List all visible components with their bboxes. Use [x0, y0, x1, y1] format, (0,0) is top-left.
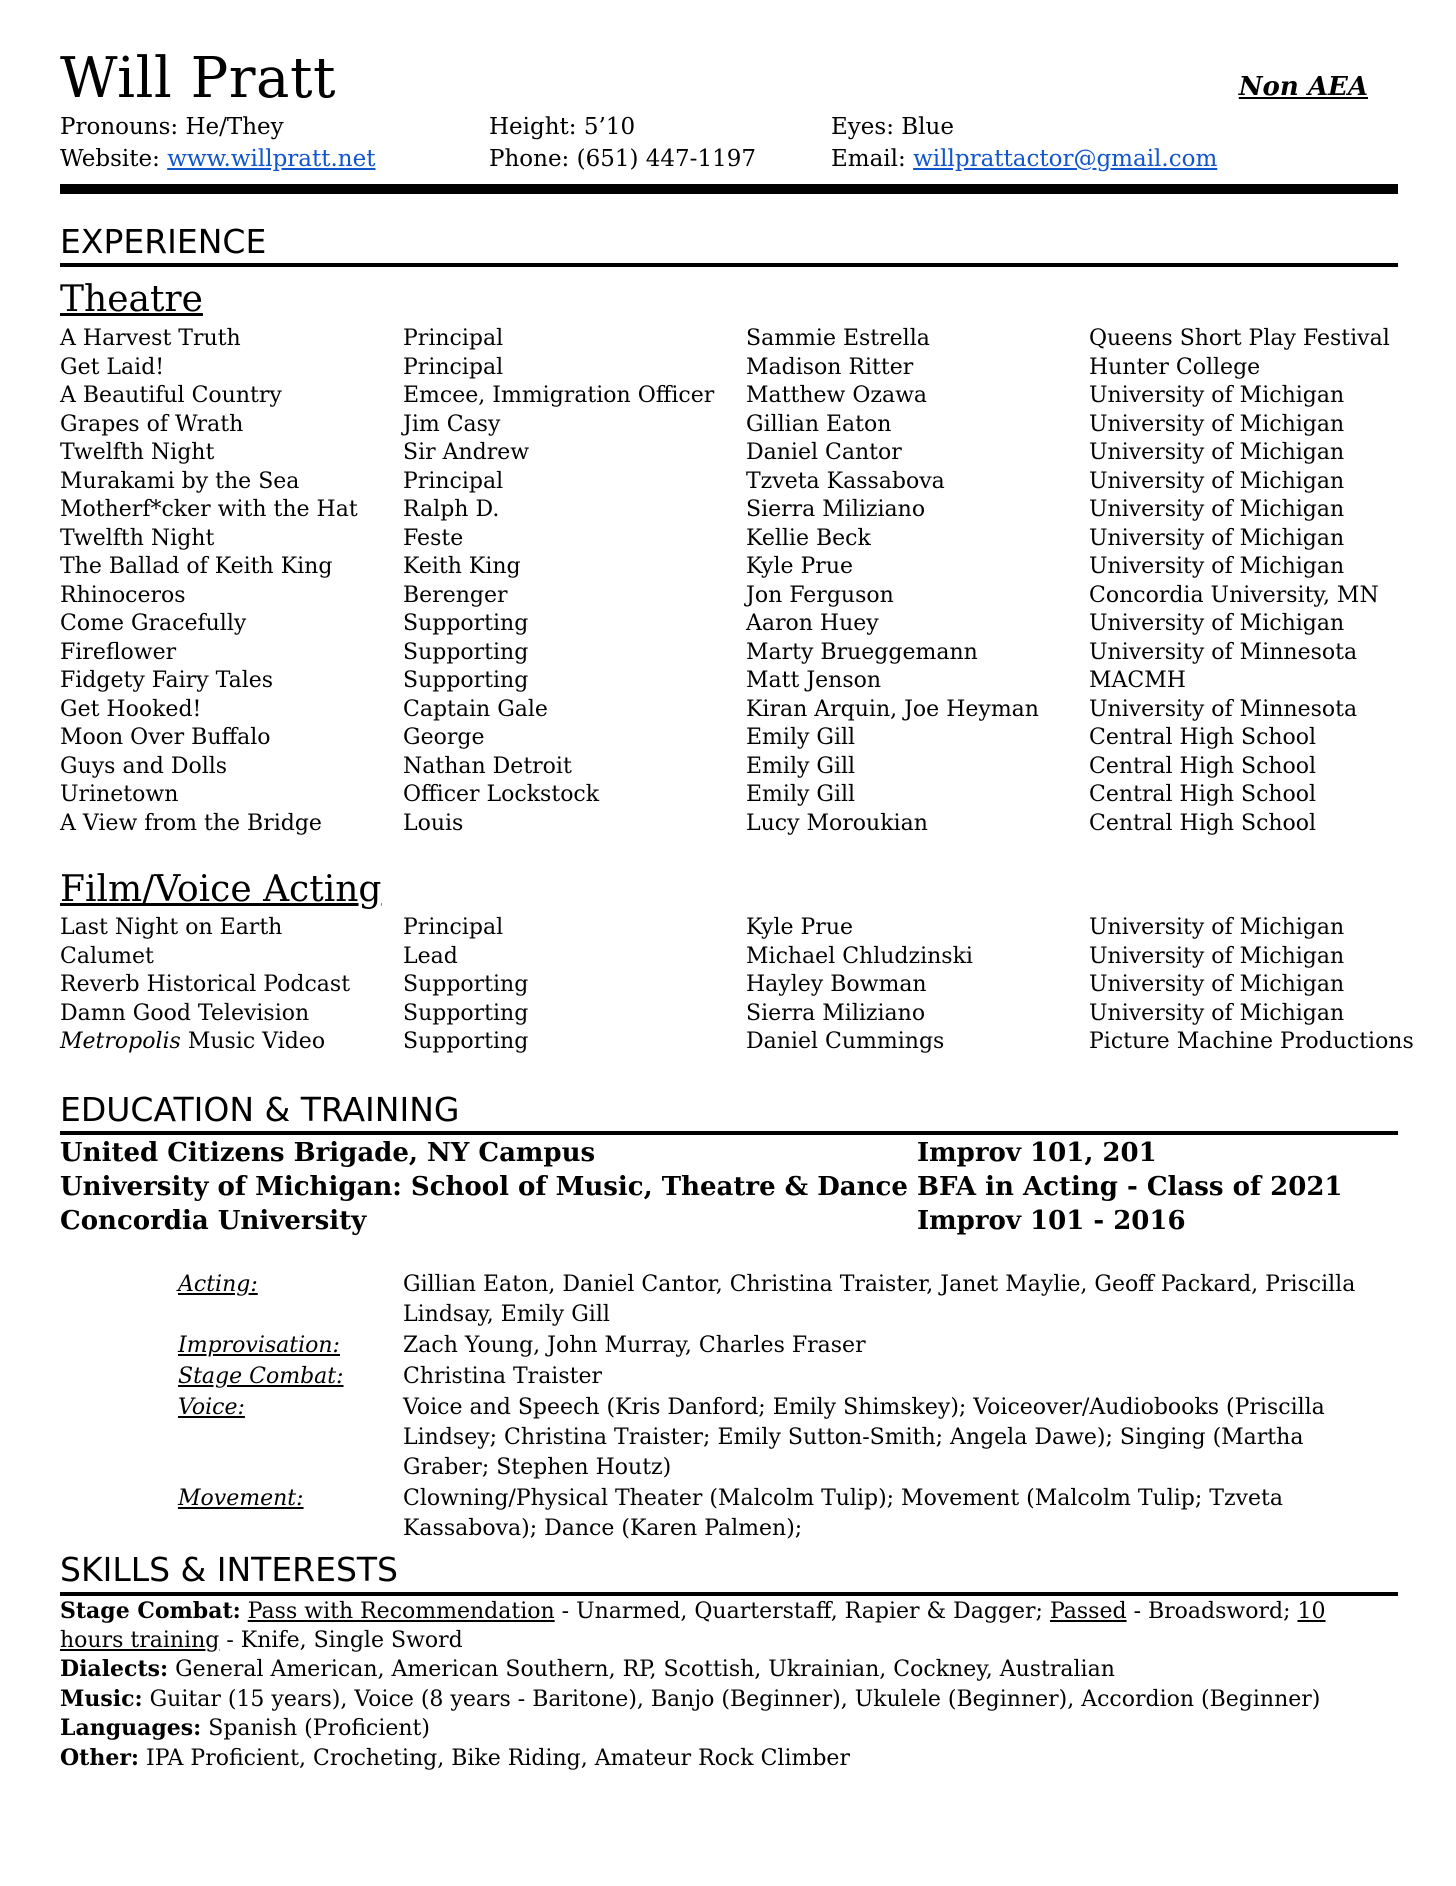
- education-heading: EDUCATION & TRAINING: [60, 1090, 460, 1129]
- credit-title: Twelfth Night: [60, 440, 215, 465]
- credit-role: Officer Lockstock: [403, 782, 600, 807]
- credit-title: Fireflower: [60, 639, 177, 665]
- credit-role: Supporting: [403, 639, 529, 665]
- credit-venue: University of Michigan: [1089, 915, 1345, 940]
- credit-director: Jon Ferguson: [746, 582, 894, 608]
- credit-venue: Central High School: [1089, 753, 1317, 779]
- union-status: Non AEA: [1238, 72, 1368, 102]
- credit-role: Emcee, Immigration Officer: [403, 383, 715, 408]
- credit-venue: University of Michigan: [1089, 468, 1345, 494]
- skills-list: [60, 1597, 1390, 1773]
- credit-title: Twelfth Night: [60, 525, 215, 551]
- credit-title: Rhinoceros: [60, 582, 186, 608]
- credit-title: Urinetown: [60, 782, 179, 807]
- training-value: Gillian Eaton, Daniel Cantor, Christina Traister, Janet Maylie, Geoff Packard, Priscilla Lindsay, Emily Gill: [403, 1272, 1356, 1327]
- credit-role: Supporting: [403, 972, 529, 997]
- credit-row: [60, 469, 1400, 498]
- school-name: Concordia University: [60, 1206, 367, 1236]
- header-divider: [60, 184, 1398, 194]
- training-label: Movement:: [178, 1486, 304, 1511]
- training-row: [178, 1362, 1378, 1392]
- credit-role: Principal: [403, 326, 504, 351]
- credit-row: [60, 326, 1400, 355]
- credit-director: Kyle Prue: [746, 915, 854, 940]
- credit-director: Marty Brueggemann: [746, 639, 978, 665]
- credit-venue: Central High School: [1089, 810, 1317, 836]
- credit-title-text: Reverb Historical Podcast: [60, 972, 351, 997]
- credit-venue: University of Michigan: [1089, 943, 1345, 969]
- credit-director: Emily Gill: [746, 782, 856, 807]
- credit-row: [60, 440, 1400, 469]
- pronouns: Pronouns: He/They: [60, 114, 284, 140]
- credit-row: [60, 972, 1400, 1001]
- training-label: Voice:: [178, 1395, 245, 1420]
- credit-role: Captain Gale: [403, 696, 548, 722]
- credit-role: George: [403, 725, 485, 750]
- credit-title: [60, 915, 282, 940]
- program-name: Improv 101 - 2016: [917, 1206, 1186, 1236]
- credit-role: Nathan Detroit: [403, 753, 572, 779]
- credit-director: Sierra Miliziano: [746, 1000, 926, 1026]
- phone: Phone: (651) 447-1197: [489, 146, 756, 172]
- credit-title: [60, 1001, 309, 1026]
- website-link[interactable]: www.willpratt.net: [167, 146, 376, 172]
- credit-title-text: Music Video: [180, 1029, 326, 1054]
- credit-role: Supporting: [403, 668, 529, 693]
- skills-divider: [60, 1592, 1398, 1596]
- credit-title-text: Last Night on Earth: [60, 915, 283, 940]
- credit-venue: Central High School: [1089, 782, 1317, 807]
- training-label: Stage Combat:: [178, 1364, 344, 1389]
- training-label: Acting:: [178, 1272, 258, 1297]
- credit-director: Madison Ritter: [746, 354, 914, 380]
- actor-name: Will Pratt: [60, 46, 336, 111]
- credit-title: Guys and Dolls: [60, 753, 228, 779]
- credit-row: [60, 583, 1400, 612]
- credit-title: [60, 1029, 325, 1054]
- credit-title: [60, 972, 350, 997]
- credit-venue: University of Michigan: [1089, 383, 1345, 408]
- credit-title: Motherf*cker with the Hat: [60, 497, 358, 522]
- theatre-heading: Theatre: [60, 279, 203, 320]
- skill-languages: Languages: Spanish (Proficient): [60, 1715, 430, 1741]
- credit-role: Sir Andrew: [403, 440, 530, 465]
- credit-title-text: Calumet: [60, 943, 154, 969]
- credit-role: Principal: [403, 354, 504, 380]
- training-value: Christina Traister: [403, 1364, 603, 1389]
- credit-row: [60, 383, 1400, 412]
- credit-venue: Picture Machine Productions: [1089, 1029, 1414, 1054]
- credit-title: Come Gracefully: [60, 611, 247, 636]
- credit-title: Get Hooked!: [60, 696, 202, 722]
- email: Email: willprattactor@gmail.com: [831, 146, 1218, 172]
- credit-venue: Hunter College: [1089, 354, 1261, 380]
- credit-row: [60, 554, 1400, 583]
- credit-role: Jim Casy: [403, 411, 501, 437]
- credit-venue: University of Minnesota: [1089, 696, 1358, 722]
- program-name: Improv 101, 201: [917, 1138, 1157, 1168]
- training-row: [178, 1393, 1378, 1483]
- height: Height: 5’10: [489, 114, 636, 140]
- credit-director: Sierra Miliziano: [746, 497, 926, 522]
- education-row: [60, 1172, 1400, 1206]
- credit-director: Daniel Cummings: [746, 1029, 945, 1054]
- education-row: [60, 1206, 1400, 1240]
- credit-director: Kiran Arquin, Joe Heyman: [746, 696, 1039, 722]
- film-credits: [60, 915, 1414, 1058]
- theatre-credits: [60, 326, 1400, 839]
- credit-row: [60, 915, 1400, 944]
- credit-venue: University of Minnesota: [1089, 639, 1358, 665]
- credit-row: [60, 944, 1400, 973]
- credit-title: Murakami by the Sea: [60, 468, 300, 494]
- credit-row: [60, 754, 1400, 783]
- film-heading: Film/Voice Acting: [60, 869, 382, 910]
- skill-other: Other: IPA Proficient, Crocheting, Bike Riding, Amateur Rock Climber: [60, 1744, 850, 1771]
- credit-title-text: Damn Good Television: [60, 1000, 310, 1026]
- credit-title: Get Laid!: [60, 354, 165, 380]
- credit-director: Hayley Bowman: [746, 972, 927, 997]
- skill-music: Music: Guitar (15 years), Voice (8 years - Baritone), Banjo (Beginner), Ukulele (Beginner), Accordion (Beginner): [60, 1685, 1321, 1712]
- credit-title: A Beautiful Country: [60, 383, 282, 408]
- education-list: [60, 1138, 1400, 1240]
- credit-venue: University of Michigan: [1089, 611, 1345, 636]
- credit-role: Supporting: [403, 1029, 529, 1054]
- program-name: BFA in Acting - Class of 2021: [917, 1172, 1343, 1202]
- school-name: United Citizens Brigade, NY Campus: [60, 1138, 596, 1168]
- credit-director: Aaron Huey: [746, 611, 879, 636]
- credit-director: Kyle Prue: [746, 554, 854, 579]
- credit-venue: MACMH: [1089, 668, 1186, 693]
- credit-venue: University of Michigan: [1089, 411, 1345, 437]
- credit-role: Principal: [403, 915, 504, 940]
- credit-row: [60, 526, 1400, 555]
- credit-venue: University of Michigan: [1089, 525, 1345, 551]
- credit-role: Supporting: [403, 1000, 529, 1026]
- training-row: [178, 1484, 1378, 1544]
- credit-row: [60, 782, 1400, 811]
- credit-director: Emily Gill: [746, 753, 856, 779]
- credit-role: Ralph D.: [403, 497, 500, 522]
- credit-row: [60, 497, 1400, 526]
- credit-title: Fidgety Fairy Tales: [60, 668, 274, 693]
- credit-role: Lead: [403, 943, 458, 969]
- credit-director: Gillian Eaton: [746, 411, 892, 437]
- credit-director: Kellie Beck: [746, 525, 871, 551]
- credit-title: A Harvest Truth: [60, 326, 241, 351]
- credit-title: A View from the Bridge: [60, 810, 322, 836]
- training-row: [178, 1270, 1378, 1330]
- experience-heading: EXPERIENCE: [60, 222, 267, 261]
- credit-role: Louis: [403, 810, 464, 836]
- credit-row: [60, 640, 1400, 669]
- credit-venue: University of Michigan: [1089, 1000, 1345, 1026]
- credit-role: Feste: [403, 525, 464, 551]
- skill-dialects: Dialects: General American, American Southern, RP, Scottish, Ukrainian, Cockney, Australian: [60, 1656, 1115, 1682]
- credit-director: Lucy Moroukian: [746, 810, 928, 836]
- credit-row: [60, 611, 1400, 640]
- credit-row: [60, 1001, 1400, 1030]
- credit-director: Tzveta Kassabova: [746, 468, 945, 494]
- credit-row: [60, 1029, 1414, 1058]
- education-row: [60, 1138, 1400, 1172]
- credit-title: The Ballad of Keith King: [60, 554, 333, 579]
- training-value: Voice and Speech (Kris Danford; Emily Shimskey); Voiceover/Audiobooks (Priscilla Lindsey; Christina Traister; Emily Sutton-Smith; Angela Dawe); Singing (Martha Graber; Stephen Houtz): [403, 1395, 1325, 1480]
- credit-director: Matthew Ozawa: [746, 383, 928, 408]
- education-divider: [60, 1131, 1398, 1135]
- credit-role: Supporting: [403, 611, 529, 636]
- email-link[interactable]: willprattactor@gmail.com: [913, 146, 1218, 172]
- training-value: Zach Young, John Murray, Charles Fraser: [403, 1333, 866, 1358]
- credit-row: [60, 725, 1400, 754]
- credit-title: Moon Over Buffalo: [60, 725, 271, 750]
- skills-heading: SKILLS & INTERESTS: [60, 1550, 399, 1589]
- training-label: Improvisation:: [178, 1333, 340, 1358]
- credit-venue: University of Michigan: [1089, 497, 1345, 522]
- eyes: Eyes: Blue: [831, 114, 954, 140]
- school-name: University of Michigan: School of Music, Theatre & Dance: [60, 1172, 908, 1202]
- contact-info: [60, 114, 1400, 178]
- experience-divider: [60, 263, 1398, 267]
- credit-venue: Queens Short Play Festival: [1089, 326, 1390, 351]
- website: Website: www.willpratt.net: [60, 146, 376, 172]
- credit-row: [60, 811, 1400, 840]
- credit-director: Matt Jenson: [746, 668, 882, 693]
- credit-venue: University of Michigan: [1089, 440, 1345, 465]
- credit-role: Berenger: [403, 582, 508, 608]
- credit-title: [60, 944, 154, 969]
- credit-venue: University of Michigan: [1089, 972, 1345, 997]
- training-list: [178, 1270, 1378, 1545]
- credit-venue: Concordia University, MN: [1089, 582, 1379, 608]
- credit-row: [60, 412, 1400, 441]
- credit-row: [60, 668, 1400, 697]
- credit-role: Keith King: [403, 554, 521, 579]
- credit-title: Grapes of Wrath: [60, 411, 244, 437]
- credit-role: Principal: [403, 468, 504, 494]
- credit-director: Michael Chludzinski: [746, 943, 973, 969]
- credit-venue: University of Michigan: [1089, 554, 1345, 579]
- credit-director: Sammie Estrella: [746, 326, 930, 351]
- credit-title-italic: Metropolis: [60, 1029, 181, 1054]
- credit-row: [60, 697, 1400, 726]
- credit-row: [60, 355, 1400, 384]
- credit-venue: Central High School: [1089, 725, 1317, 750]
- training-row: [178, 1331, 1378, 1361]
- credit-director: Emily Gill: [746, 725, 856, 750]
- credit-director: Daniel Cantor: [746, 440, 902, 465]
- skill-stage-combat: Stage Combat: Pass with Recommendation - Unarmed, Quarterstaff, Rapier & Dagger; Passed - Broadsword; 10 hours training - Knife, Single Sword: [60, 1598, 1326, 1653]
- training-value: Clowning/Physical Theater (Malcolm Tulip); Movement (Malcolm Tulip; Tzveta Kassabova); Dance (Karen Palmen);: [403, 1486, 1283, 1541]
